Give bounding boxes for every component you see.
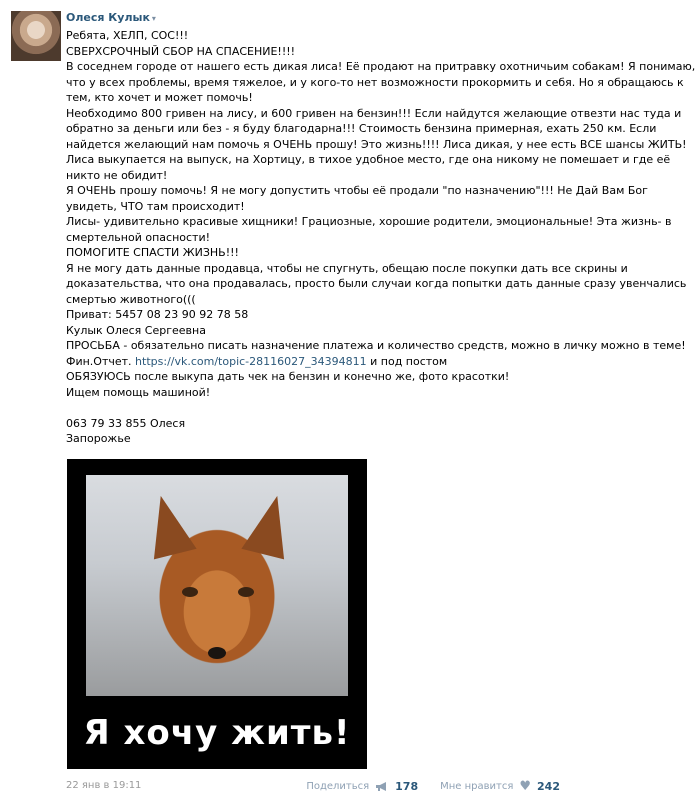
post-date[interactable]: 22 янв в 19:11 xyxy=(66,780,142,791)
post-line: Лисы- удивительно красивые хищники! Грациозные, хорошие родители, эмоциональные! Эта жизнь- в xyxy=(66,215,672,228)
author-avatar[interactable] xyxy=(11,11,61,61)
post-photo[interactable] xyxy=(67,459,367,769)
post-line: увидеть, ЧТО там происходит! xyxy=(66,199,245,213)
fin-report-link[interactable]: https://vk.com/topic-28116027_34394811 xyxy=(135,354,367,368)
fox-nose xyxy=(208,647,226,659)
post-line: ПРОСЬБА - обязательно писать назначение платежа и количество средств, можно в личку можно в теме! xyxy=(66,339,686,352)
post-line: что у всех проблемы, время тяжелое, и у кого-то нет возможности прокормить и себя. Но я обращаюсь к xyxy=(66,75,684,89)
post-line: найдется желающий нам помочь я ОЧЕНЬ прошу! Это жизнь!!!! Лиса дикая, у нее есть ВСЕ шансы ЖИТЬ! xyxy=(66,137,687,151)
author-name-label[interactable]: Олеся Кулык xyxy=(66,11,150,24)
fin-report-prefix: Фин.Отчет. xyxy=(66,354,136,368)
share-label[interactable]: Поделиться xyxy=(306,781,370,792)
post-line: Необходимо 800 гривен на лису, и 600 гривен на бензин!!! Если найдутся желающие отвезти нас туда и xyxy=(66,106,682,120)
like-count[interactable]: 242 xyxy=(537,780,560,793)
post-line: Лиса выкупается на выпуск, на Хортицу, в тихое удобное место, где она никому не помешает и где её xyxy=(66,153,671,166)
post-line: доказательства, что она продавалась, просто были случаи когда попытки дать данные сразу увенчались xyxy=(66,277,687,290)
fox-eye-left xyxy=(182,587,198,597)
post-line: Кулык Олеся Сергеевна xyxy=(66,323,206,337)
like-label[interactable]: Мне нравится xyxy=(440,781,514,792)
contact-phone: 063 79 33 855 Олеся xyxy=(66,416,186,430)
post-line-fin-report xyxy=(66,354,566,370)
post-line: В соседнем городе от нашего есть дикая лиса! Её продают на притравку охотничьим собакам! Я понимаю, xyxy=(66,60,695,73)
share-count[interactable]: 178 xyxy=(395,780,419,793)
post-line: тем, кто хочет и может помочь! xyxy=(66,91,253,104)
post-line: обратно за деньги или без - я буду благодарна!!! Стоимость бензина примерная, ехать 250 км. Если xyxy=(66,122,657,135)
post-line: Ребята, ХЕЛП, СОС!!! xyxy=(66,29,189,42)
post-line: Приват: 5457 08 23 90 92 78 58 xyxy=(66,308,249,321)
author-name[interactable] xyxy=(66,11,156,24)
fox-ear-left xyxy=(139,491,196,560)
post-line: ПОМОГИТЕ СПАСТИ ЖИЗНЬ!!! xyxy=(66,246,239,259)
photo-caption: Я хочу жить! xyxy=(83,713,351,753)
post-line: Я ОЧЕНЬ прошу помочь! Я не могу допустить чтобы её продали "по назначению"!!! Не Дай Вам Бог xyxy=(66,184,648,197)
post-line: Ищем помощь машиной! xyxy=(66,385,211,399)
post-line: смертельной опасности! xyxy=(66,230,210,244)
chevron-down-icon[interactable]: ▾ xyxy=(151,14,156,23)
post-line: ОБЯЗУЮСЬ после выкупа дать чек на бензин и конечно же, фото красотки! xyxy=(66,370,510,383)
post-line: СВЕРХСРОЧНЫЙ СБОР НА СПАСЕНИЕ!!!! xyxy=(66,44,296,58)
contact-city: Запорожье xyxy=(66,432,131,445)
fox-ear-right xyxy=(241,491,298,560)
megaphone-icon[interactable] xyxy=(375,781,389,792)
fox-image xyxy=(86,475,348,696)
fin-report-suffix: и под постом xyxy=(366,354,448,368)
post-line: никто не обидит! xyxy=(66,168,168,182)
heart-icon[interactable]: ♥ xyxy=(519,779,532,794)
fox-eye-right xyxy=(238,587,254,597)
post-text xyxy=(66,28,695,447)
post-actions xyxy=(306,779,560,794)
post-line: смертью животного((( xyxy=(66,292,196,306)
post-line: Я не могу дать данные продавца, чтобы не спугнуть, обещаю после покупки дать все скрины и xyxy=(66,261,628,275)
